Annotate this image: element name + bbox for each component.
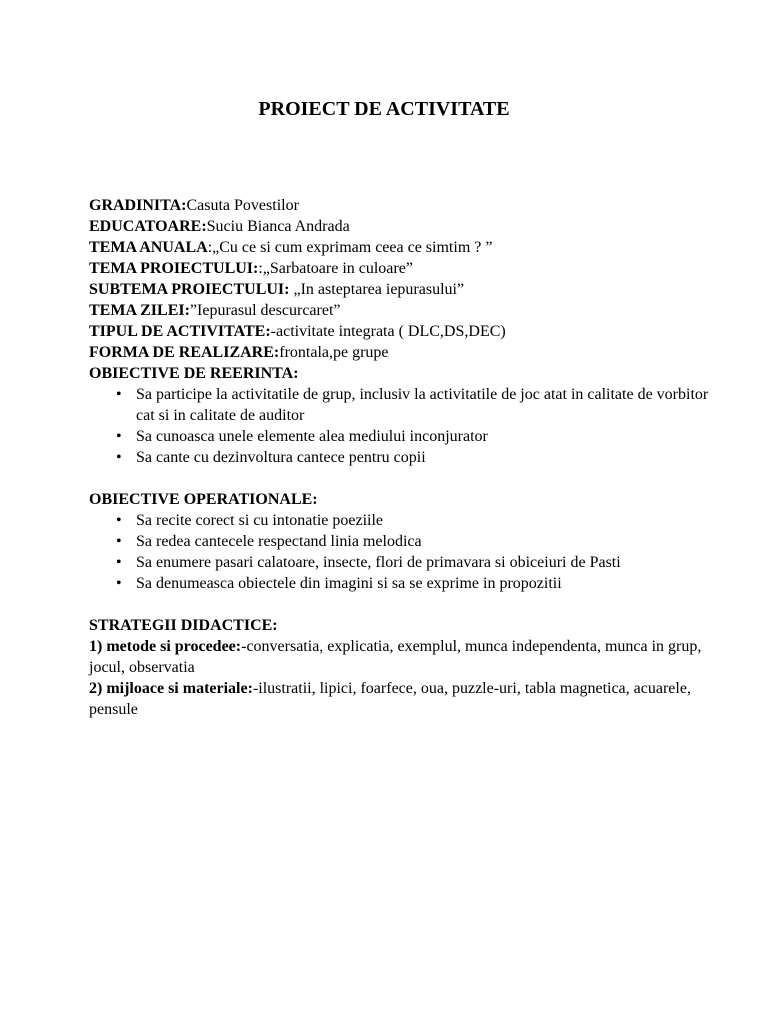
field-value: „In asteptarea iepurasului”: [289, 281, 465, 298]
field-value: Suciu Bianca Andrada: [206, 218, 350, 235]
field-tema-proiectului: [89, 258, 709, 279]
field-label: SUBTEMA PROIECTULUI:: [89, 281, 290, 298]
document-body: [89, 195, 709, 720]
strategy-value: -conversatia, explicatia, exemplul, munca independenta, munca in grup, jocul, observatia: [89, 638, 702, 676]
field-label: EDUCATOARE:: [89, 218, 207, 235]
bullet-icon: •: [116, 428, 122, 445]
bullet-icon: •: [116, 449, 122, 466]
field-tipul-de-activitate: [89, 321, 709, 342]
list-item-text: Sa participe la activitatile de grup, inclusiv la activitatile de joc atat in calitate de vorbitor cat si in calitate de auditor: [136, 386, 709, 424]
field-subtema-proiectului: [89, 279, 709, 300]
list-item-text: Sa recite corect si cu intonatie poeziile: [136, 512, 383, 529]
bullet-icon: •: [116, 575, 122, 592]
strategy-item-materials: [89, 678, 709, 720]
field-value: ”Iepurasul descurcaret”: [189, 302, 341, 319]
field-label: TIPUL DE ACTIVITATE:: [89, 323, 271, 340]
list-item: [89, 510, 709, 531]
objectives-reference-heading: OBIECTIVE DE REERINTA:: [89, 365, 299, 382]
field-value: Casuta Povestilor: [186, 197, 299, 214]
strategy-label: 1) metode si procedee:: [89, 638, 242, 655]
strategy-item-methods: [89, 636, 709, 678]
field-forma-de-realizare: [89, 342, 709, 363]
field-value: :„Cu ce si cum exprimam ceea ce simtim ? ”: [207, 239, 493, 256]
field-educatoare: [89, 216, 709, 237]
objectives-operational-heading: OBIECTIVE OPERATIONALE:: [89, 491, 318, 508]
field-label: TEMA ANUALA: [89, 239, 208, 256]
spacer: [89, 468, 709, 489]
list-item-text: Sa denumeasca obiectele din imagini si sa se exprime in propozitii: [136, 575, 562, 592]
strategies-heading: STRATEGII DIDACTICE:: [89, 617, 278, 634]
strategy-value: -ilustratii, lipici, foarfece, oua, puzzle-uri, tabla magnetica, acuarele, pensule: [89, 680, 691, 718]
field-value: frontala,pe grupe: [279, 344, 389, 361]
list-item: [89, 447, 709, 468]
bullet-icon: •: [116, 512, 122, 529]
field-label: GRADINITA:: [89, 197, 187, 214]
spacer: [89, 594, 709, 615]
list-item-text: Sa cante cu dezinvoltura cantece pentru copii: [136, 449, 426, 466]
field-tema-anuala: [89, 237, 709, 258]
bullet-icon: •: [116, 554, 122, 571]
bullet-icon: •: [116, 386, 122, 403]
list-item: [89, 426, 709, 447]
document-title: PROIECT DE ACTIVITATE: [258, 98, 510, 120]
field-value: -activitate integrata ( DLC,DS,DEC): [270, 323, 506, 340]
field-tema-zilei: [89, 300, 709, 321]
field-label: TEMA PROIECTULUI:: [89, 260, 259, 277]
list-item-text: Sa redea cantecele respectand linia melodica: [136, 533, 422, 550]
list-item-text: Sa cunoasca unele elemente alea mediului inconjurator: [136, 428, 488, 445]
list-item: [89, 384, 709, 426]
field-value: :„Sarbatoare in culoare”: [258, 260, 413, 277]
list-item: [89, 552, 709, 573]
bullet-icon: •: [116, 533, 122, 550]
field-label: TEMA ZILEI:: [89, 302, 190, 319]
list-item: [89, 531, 709, 552]
strategy-label: 2) mijloace si materiale:: [89, 680, 253, 697]
objectives-reference-list: [89, 384, 709, 468]
list-item: [89, 573, 709, 594]
field-gradinita: [89, 195, 709, 216]
list-item-text: Sa enumere pasari calatoare, insecte, flori de primavara si obiceiuri de Pasti: [136, 554, 621, 571]
objectives-operational-list: [89, 510, 709, 594]
field-label: FORMA DE REALIZARE:: [89, 344, 280, 361]
